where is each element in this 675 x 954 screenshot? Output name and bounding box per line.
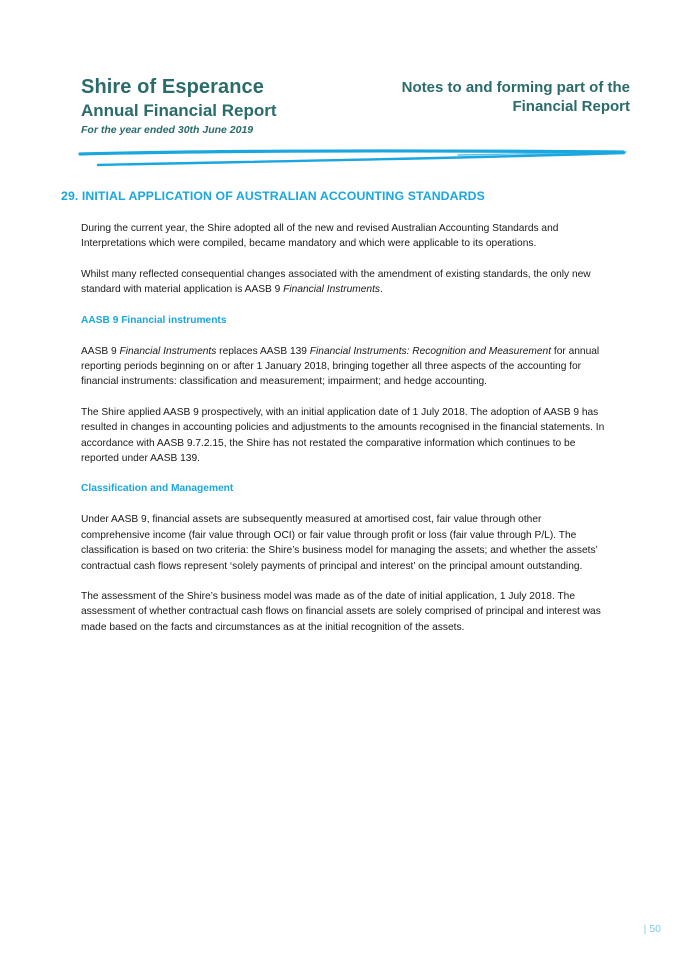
section-body: [81, 221, 606, 650]
classification-heading: Classification and Management: [81, 483, 234, 495]
report-name: Annual Financial Report: [81, 101, 277, 120]
section-heading: 29. INITIAL APPLICATION OF AUSTRALIAN ACCOUNTING STANDARDS: [61, 189, 485, 203]
notes-title-line1: Notes to and forming part of the: [401, 79, 630, 96]
aasb9-p1-italic1: Financial Instruments: [119, 345, 217, 357]
new-standard-text: Whilst many reflected consequential changes associated with the amendment of existing standards, the only new standard with material application is AASB 9: [81, 268, 591, 296]
new-standard-italic: Financial Instruments: [283, 284, 380, 296]
new-standard-paragraph: [81, 267, 606, 298]
aasb9-p1-text1: AASB 9: [81, 345, 120, 357]
notes-title: [370, 78, 630, 116]
org-name: Shire of Esperance: [81, 76, 264, 98]
header-brush-divider: [78, 146, 628, 170]
aasb9-paragraph-1: [81, 344, 606, 390]
report-period: For the year ended 30th June 2019: [81, 124, 254, 136]
aasb9-p1-text3: for annual reporting periods beginning on or after 1 January 2018, bringing together all three aspects of the accounting for financial instruments: classification and measurement; impairment; and hedge accounting.: [81, 345, 600, 388]
aasb9-p1-text2: replaces AASB 139: [216, 345, 310, 357]
classification-paragraph-1: Under AASB 9, financial assets are subsequently measured at amortised cost, fair value through other comprehensive income (fair value through OCI) or fair value through profit or loss (fair value through P/L). The classification is based on two criteria: the Shire’s business model for managing the assets; and whether the assets’ contractual cash flows represent ‘solely payments of principal and interest’ on the principal amount outstanding.: [81, 514, 598, 572]
aasb9-heading: AASB 9 Financial instruments: [81, 314, 227, 326]
new-standard-end: .: [380, 284, 383, 296]
notes-title-line2: Financial Report: [512, 98, 630, 115]
intro-paragraph: During the current year, the Shire adopted all of the new and revised Australian Accounting Standards and Interpretations which were compiled, became mandatory and which were applicable to its operations.: [81, 223, 559, 250]
classification-paragraph-2: The assessment of the Shire’s business model was made as of the date of initial application, 1 July 2018. The assessment of whether contractual cash flows on financial assets are solely comprised of principal and interest was made based on the facts and circumstances as at the initial recognition of the assets.: [81, 590, 601, 633]
page-number: | 50: [643, 923, 661, 935]
aasb9-paragraph-2: The Shire applied AASB 9 prospectively, with an initial application date of 1 July 2018. The adoption of AASB 9 has resulted in changes in accounting policies and adjustments to the amounts recognised in the financial statements. In accordance with AASB 9.7.2.15, the Shire has not restated the comparative information which continues to be reported under AASB 139.: [81, 406, 605, 464]
aasb9-p1-italic2: Financial Instruments: Recognition and Measurement: [309, 345, 552, 357]
